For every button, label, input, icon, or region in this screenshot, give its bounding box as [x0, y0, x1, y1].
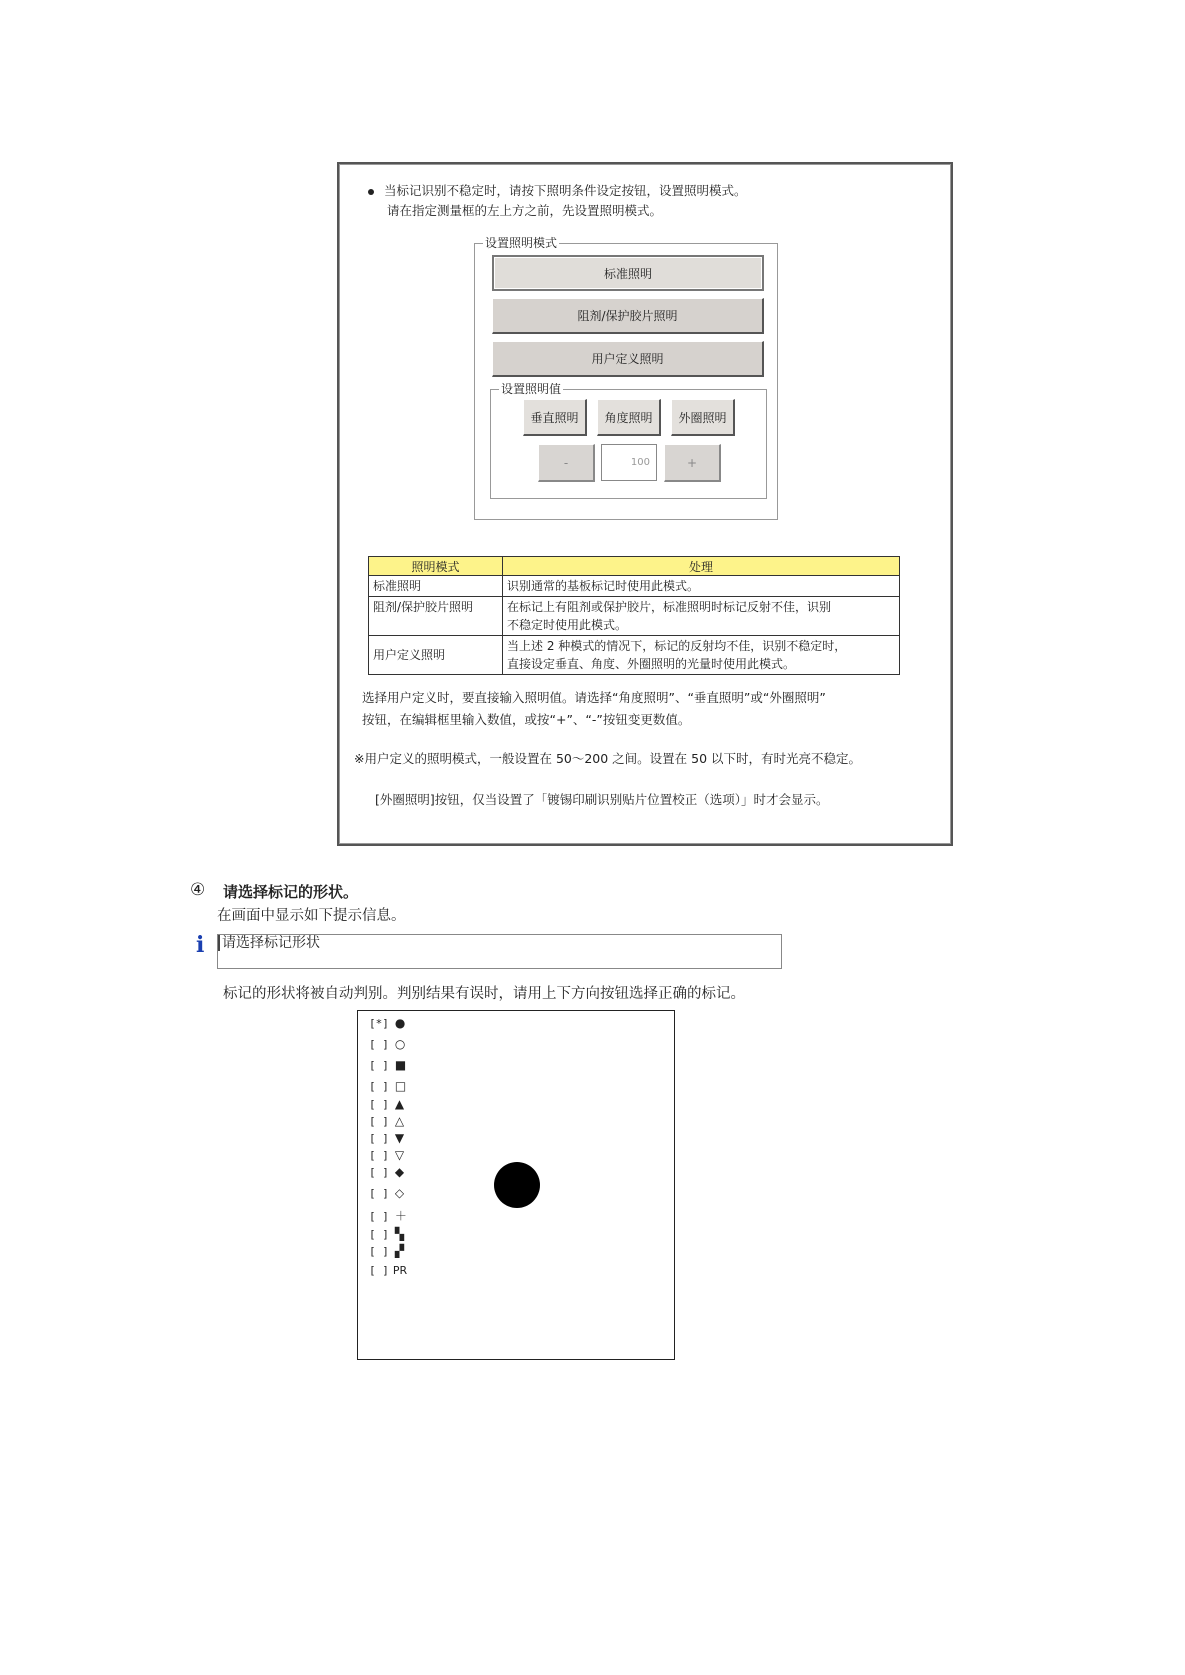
- shape-checkbox: [ ]: [369, 1264, 389, 1277]
- shape-option-triangle-down-outline[interactable]: [369, 1147, 404, 1163]
- circle-filled-icon: ●: [394, 1016, 406, 1030]
- cross-icon: ＋: [394, 1209, 407, 1223]
- bullet-icon: [368, 189, 374, 195]
- desc-line: 当上述 2 种模式的情况下，标记的反射均不佳，识别不稳定时，: [507, 639, 847, 653]
- shape-checkbox: [ ]: [369, 1166, 389, 1179]
- table-header-process: 处理: [503, 557, 900, 576]
- checker-a-icon: ▚: [394, 1227, 405, 1241]
- table-cell-mode: 用户定义照明: [369, 636, 503, 675]
- desc-line: 不稳定时使用此模式。: [507, 618, 628, 632]
- user-defined-note-line-2: 按钮，在编辑框里输入数值，或按“+”、“-”按钮变更数值。: [362, 712, 691, 727]
- table-cell-mode: 阻剂/保护胶片照明: [369, 597, 503, 636]
- resist-film-lighting-button[interactable]: 阻剂/保护胶片照明: [492, 298, 764, 334]
- shape-option-pr[interactable]: [369, 1263, 407, 1279]
- shape-option-checker-a[interactable]: [369, 1226, 404, 1242]
- user-defined-lighting-button[interactable]: 用户定义照明: [492, 341, 764, 377]
- detected-mark-circle-preview: [494, 1162, 540, 1208]
- info-icon: i: [196, 932, 205, 958]
- shape-option-circle-outline[interactable]: [369, 1036, 405, 1052]
- lighting-value-input[interactable]: 100: [601, 444, 657, 481]
- shape-checkbox: [ ]: [369, 1059, 389, 1072]
- shape-checkbox: [ ]: [369, 1080, 389, 1093]
- shape-option-diamond-outline[interactable]: [369, 1185, 404, 1201]
- step-title: 请选择标记的形状。: [223, 883, 359, 901]
- value-range-note: ※用户定义的照明模式，一般设置在 50～200 之间。设置在 50 以下时，有时光亮不稳定。: [354, 751, 862, 766]
- outer-ring-note: [外圈照明]按钮，仅当设置了「镀锡印刷识别贴片位置校正（选项）」时才会显示。: [375, 792, 829, 807]
- note-line-1: [368, 181, 747, 201]
- lighting-mode-group-label: 设置照明模式: [485, 236, 558, 250]
- lighting-value-group-label: 设置照明值: [501, 382, 562, 396]
- standard-lighting-button[interactable]: 标准照明: [492, 255, 764, 291]
- shape-option-diamond-filled[interactable]: [369, 1164, 404, 1180]
- pr-label: PR: [392, 1264, 408, 1277]
- shape-option-square-filled[interactable]: [369, 1057, 406, 1073]
- shape-checkbox: [ ]: [369, 1210, 389, 1223]
- shape-checkbox: [ ]: [369, 1098, 389, 1111]
- shape-checkbox: [*]: [369, 1017, 389, 1030]
- table-row: [369, 597, 900, 636]
- minus-button[interactable]: -: [538, 444, 595, 482]
- shape-checkbox: [ ]: [369, 1115, 389, 1128]
- table-cell-desc: [503, 636, 900, 675]
- table-row: [369, 636, 900, 675]
- square-filled-icon: ■: [394, 1058, 407, 1072]
- table-cell-desc: [503, 597, 900, 636]
- table-row: [369, 576, 900, 597]
- triangle-up-outline-icon: △: [394, 1114, 405, 1128]
- shape-option-triangle-up-filled[interactable]: [369, 1096, 404, 1112]
- table-cell-mode: 标准照明: [369, 576, 503, 597]
- angle-lighting-button[interactable]: 角度照明: [597, 399, 661, 436]
- diamond-filled-icon: ◆: [394, 1165, 405, 1179]
- shape-description: 标记的形状将被自动判别。判别结果有误时，请用上下方向按钮选择正确的标记。: [223, 986, 745, 1002]
- shape-checkbox: [ ]: [369, 1228, 389, 1241]
- note-line-2: 请在指定测量框的左上方之前，先设置照明模式。: [387, 203, 663, 218]
- shape-option-circle-filled[interactable]: [369, 1015, 405, 1031]
- shape-option-checker-b[interactable]: [369, 1243, 404, 1259]
- outer-ring-lighting-button[interactable]: 外圈照明: [671, 399, 735, 436]
- table-header-mode: 照明模式: [369, 557, 503, 576]
- plus-button[interactable]: +: [664, 444, 721, 482]
- shape-option-triangle-up-outline[interactable]: [369, 1113, 404, 1129]
- triangle-up-filled-icon: ▲: [394, 1097, 405, 1111]
- desc-line: 在标记上有阻剂或保护胶片，标准照明时标记反射不佳，识别: [507, 600, 832, 614]
- triangle-down-outline-icon: ▽: [394, 1148, 405, 1162]
- circle-outline-icon: ○: [394, 1037, 406, 1051]
- lighting-mode-table: [368, 556, 900, 675]
- desc-line: 识别通常的基板标记时使用此模式。: [507, 579, 700, 593]
- desc-line: 直接设定垂直、角度、外圈照明的光量时使用此模式。: [507, 657, 796, 671]
- shape-option-triangle-down-filled[interactable]: [369, 1130, 404, 1146]
- shape-option-square-outline[interactable]: [369, 1078, 406, 1094]
- shape-option-cross[interactable]: [369, 1208, 407, 1224]
- checker-b-icon: ▞: [394, 1244, 405, 1258]
- table-cell-desc: [503, 576, 900, 597]
- step-number: ④: [190, 880, 206, 900]
- diamond-outline-icon: ◇: [394, 1186, 405, 1200]
- shape-checkbox: [ ]: [369, 1132, 389, 1145]
- user-defined-note-line-1: 选择用户定义时，要直接输入照明值。请选择“角度照明”、“垂直照明”或“外圈照明”: [362, 690, 826, 705]
- note-text-1: 当标记识别不稳定时，请按下照明条件设定按钮，设置照明模式。: [384, 183, 747, 198]
- vertical-lighting-button[interactable]: 垂直照明: [523, 399, 587, 436]
- triangle-down-filled-icon: ▼: [394, 1131, 405, 1145]
- shape-checkbox: [ ]: [369, 1038, 389, 1051]
- shape-checkbox: [ ]: [369, 1187, 389, 1200]
- shape-checkbox: [ ]: [369, 1149, 389, 1162]
- square-outline-icon: □: [394, 1079, 407, 1093]
- step-subtitle: 在画面中显示如下提示信息。: [217, 908, 406, 924]
- shape-checkbox: [ ]: [369, 1245, 389, 1258]
- prompt-message-text: 请选择标记形状: [218, 935, 320, 951]
- table-header-row: [369, 557, 900, 576]
